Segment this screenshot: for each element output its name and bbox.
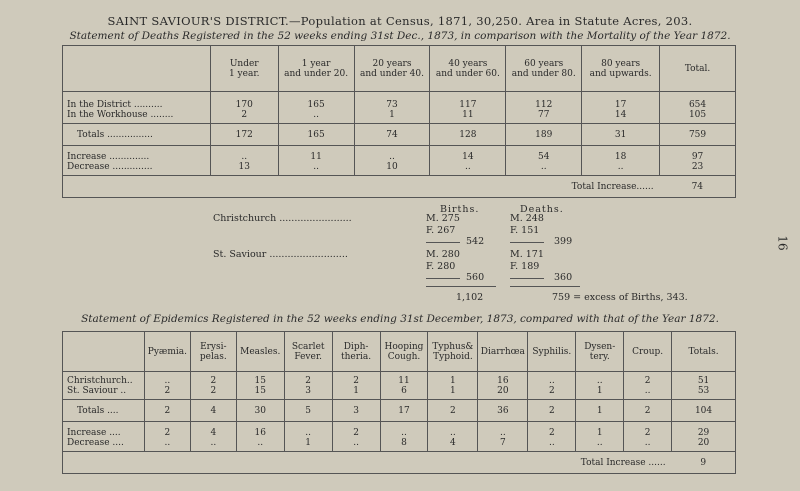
table-cell: .. — [144, 372, 190, 386]
table-cell: .. — [478, 422, 528, 438]
table-cell: 31 — [582, 124, 660, 146]
table-cell: 54 — [506, 146, 582, 162]
row-label: Decrease .............. — [67, 161, 153, 172]
st-saviour-label: St. Saviour .......................... — [213, 249, 348, 260]
page-heading: SAINT SAVIOUR'S DISTRICT.—Population at Census, 1871, 30,250. Area in Statute Acres, 203. — [107, 14, 693, 28]
table-cell: .. — [210, 146, 278, 162]
deaths-col-header: 40 years and under 60. — [430, 46, 506, 92]
table-cell: 11 — [380, 372, 428, 386]
cc-births-total: 542 — [466, 236, 485, 247]
deaths-col-header: Total. — [660, 46, 736, 92]
table-cell: 189 — [506, 124, 582, 146]
table-cell: 20 — [672, 438, 736, 452]
table-cell: 2 — [284, 372, 332, 386]
table-cell: 172 — [210, 124, 278, 146]
table-cell: 4 — [190, 400, 236, 422]
row-label: Decrease .... — [67, 437, 124, 448]
rule — [426, 242, 460, 243]
total-increase-value: 74 — [691, 181, 704, 192]
table-cell: .. — [190, 438, 236, 452]
table-cell: .. — [506, 162, 582, 176]
total-increase-value: 9 — [700, 457, 707, 468]
table-cell: 2 — [332, 422, 380, 438]
row-label: Totals ................ — [77, 129, 153, 140]
row-label: St. Saviour .. — [67, 385, 127, 396]
epidemics-col-header: Croup. — [624, 332, 672, 372]
table-cell: 112 — [506, 92, 582, 110]
table-cell: 104 — [672, 400, 736, 422]
table-cell: 2 — [428, 400, 478, 422]
table-cell: 18 — [582, 146, 660, 162]
row-label: In the District .......... — [67, 99, 163, 110]
table-cell: .. — [278, 110, 354, 124]
table-cell: 13 — [210, 162, 278, 176]
epidemics-col-header: Measles. — [236, 332, 284, 372]
table-cell: 759 — [660, 124, 736, 146]
row-label: Increase .... — [67, 427, 121, 438]
table-cell: .. — [354, 146, 430, 162]
table-cell: 105 — [660, 110, 736, 124]
table-cell: .. — [528, 372, 576, 386]
epidemics-col-header: Scarlet Fever. — [284, 332, 332, 372]
table-cell: .. — [332, 438, 380, 452]
epidemics-col-header: Totals. — [672, 332, 736, 372]
table-cell: 17 — [380, 400, 428, 422]
rule — [510, 278, 544, 279]
deaths-header-row — [63, 46, 736, 92]
table-cell: 4 — [190, 422, 236, 438]
total-increase-label: Total Increase...... — [571, 181, 654, 192]
epidemics-col-header: Diph- theria. — [332, 332, 380, 372]
epidemics-col-header: Diarrhœa — [478, 332, 528, 372]
deaths-header: Deaths. — [520, 204, 564, 215]
table-cell: 2 — [190, 372, 236, 386]
deaths-table — [62, 45, 736, 198]
table-cell: 16 — [478, 372, 528, 386]
table-cell: .. — [236, 438, 284, 452]
table-cell: 2 — [332, 372, 380, 386]
table-cell: .. — [576, 372, 624, 386]
page-number: 16 — [775, 235, 790, 251]
table-cell: 2 — [624, 372, 672, 386]
table-cell: 2 — [528, 422, 576, 438]
table-cell: 16 — [236, 422, 284, 438]
ss-births-total: 560 — [466, 272, 485, 283]
table-cell: .. — [284, 422, 332, 438]
table-row — [63, 386, 736, 400]
table-row — [63, 124, 736, 146]
ss-deaths-total: 360 — [554, 272, 573, 283]
table-cell: 29 — [672, 422, 736, 438]
table-cell: 2 — [144, 386, 190, 400]
table-row — [63, 400, 736, 422]
table-cell: 2 — [144, 422, 190, 438]
table-cell: 51 — [672, 372, 736, 386]
epidemics-header-row — [63, 332, 736, 372]
epidemics-col-header: Dysen- tery. — [576, 332, 624, 372]
table-cell: 10 — [354, 162, 430, 176]
deaths-col-header: 60 years and under 80. — [506, 46, 582, 92]
table-cell: 5 — [284, 400, 332, 422]
ss-deaths-f: F. 189 — [510, 261, 540, 272]
table-cell: 1 — [354, 110, 430, 124]
row-label: Increase .............. — [67, 151, 150, 162]
table-cell: 165 — [278, 124, 354, 146]
ss-births-m: M. 280 — [426, 249, 460, 260]
table-cell: 23 — [660, 162, 736, 176]
excess-note: 759 = excess of Births, 343. — [552, 292, 688, 303]
epidemics-col-header: Pyæmia. — [144, 332, 190, 372]
table-row — [63, 162, 736, 176]
epidemics-col-header: Erysi- pelas. — [190, 332, 236, 372]
table-cell: 7 — [478, 438, 528, 452]
table-cell: 3 — [284, 386, 332, 400]
table-cell: 4 — [428, 438, 478, 452]
table-row — [63, 372, 736, 386]
table-cell: 15 — [236, 386, 284, 400]
ss-births-f: F. 280 — [426, 261, 456, 272]
grand-births: 1,102 — [456, 292, 484, 303]
table-cell: 165 — [278, 92, 354, 110]
table-cell: 2 — [210, 110, 278, 124]
cc-births-m: M. 275 — [426, 213, 460, 224]
row-label: Totals .... — [77, 405, 119, 416]
epidemics-col-header: Hooping Cough. — [380, 332, 428, 372]
total-increase-row — [63, 176, 736, 198]
table-row — [63, 438, 736, 452]
table-cell: 1 — [576, 386, 624, 400]
table-cell: 14 — [582, 110, 660, 124]
table-cell: .. — [576, 438, 624, 452]
table-cell: 14 — [430, 146, 506, 162]
deaths-statement-title: Statement of Deaths Registered in the 52 weeks ending 31st Dec., 1873, in comparison with the Mortality of the Year 1872. — [69, 30, 731, 42]
table-cell: 74 — [354, 124, 430, 146]
epidemics-statement-title: Statement of Epidemics Registered in the 52 weeks ending 31st December, 1873, compared with that of the Year 1872. — [81, 313, 719, 325]
table-cell: 117 — [430, 92, 506, 110]
row-label: Christchurch.. — [67, 375, 133, 386]
cc-deaths-total: 399 — [554, 236, 573, 247]
table-row — [63, 146, 736, 162]
deaths-col-header: 1 year and under 20. — [278, 46, 354, 92]
table-cell: .. — [144, 438, 190, 452]
table-cell: 1 — [428, 372, 478, 386]
table-cell: 11 — [278, 146, 354, 162]
rule — [426, 286, 496, 287]
table-cell: .. — [528, 438, 576, 452]
deaths-col-header: Under 1 year. — [210, 46, 278, 92]
table-cell: 53 — [672, 386, 736, 400]
table-cell: 654 — [660, 92, 736, 110]
table-cell: .. — [582, 162, 660, 176]
table-row — [63, 110, 736, 124]
ss-deaths-m: M. 171 — [510, 249, 544, 260]
table-cell: 73 — [354, 92, 430, 110]
table-cell: .. — [380, 422, 428, 438]
table-cell: 17 — [582, 92, 660, 110]
table-row — [63, 92, 736, 110]
table-cell: 1 — [428, 386, 478, 400]
table-cell: 1 — [576, 422, 624, 438]
cc-deaths-m: M. 248 — [510, 213, 544, 224]
row-label: In the Workhouse ........ — [67, 109, 174, 120]
table-cell: 30 — [236, 400, 284, 422]
table-cell: .. — [624, 438, 672, 452]
table-cell: 128 — [430, 124, 506, 146]
total-increase-row — [63, 452, 736, 474]
table-cell: 170 — [210, 92, 278, 110]
table-cell: .. — [428, 422, 478, 438]
table-cell: 15 — [236, 372, 284, 386]
table-cell: 77 — [506, 110, 582, 124]
total-increase-label: Total Increase ...... — [580, 457, 666, 468]
table-cell: 36 — [478, 400, 528, 422]
cc-births-f: F. 267 — [426, 225, 456, 236]
table-cell: 2 — [190, 386, 236, 400]
table-cell: 97 — [660, 146, 736, 162]
christchurch-label: Christchurch ........................ — [213, 213, 352, 224]
table-cell: 2 — [528, 386, 576, 400]
table-cell: 11 — [430, 110, 506, 124]
table-cell: 8 — [380, 438, 428, 452]
table-cell: 2 — [624, 400, 672, 422]
table-cell: .. — [278, 162, 354, 176]
table-cell: 2 — [624, 422, 672, 438]
table-cell: .. — [430, 162, 506, 176]
table-cell: 2 — [144, 400, 190, 422]
epidemics-table — [62, 331, 736, 474]
epidemics-col-header: Syphilis. — [528, 332, 576, 372]
table-cell: 1 — [332, 386, 380, 400]
rule — [510, 242, 544, 243]
table-cell: 6 — [380, 386, 428, 400]
table-cell: 3 — [332, 400, 380, 422]
table-cell: 1 — [284, 438, 332, 452]
table-row — [63, 422, 736, 438]
births-header: Births. — [440, 204, 480, 215]
cc-deaths-f: F. 151 — [510, 225, 540, 236]
table-cell: 2 — [528, 400, 576, 422]
epidemics-col-header: Typhus& Typhoid. — [428, 332, 478, 372]
deaths-col-header: 20 years and under 40. — [354, 46, 430, 92]
table-cell: 1 — [576, 400, 624, 422]
rule — [510, 286, 580, 287]
rule — [426, 278, 460, 279]
table-cell: .. — [624, 386, 672, 400]
deaths-col-header: 80 years and upwards. — [582, 46, 660, 92]
table-cell: 20 — [478, 386, 528, 400]
